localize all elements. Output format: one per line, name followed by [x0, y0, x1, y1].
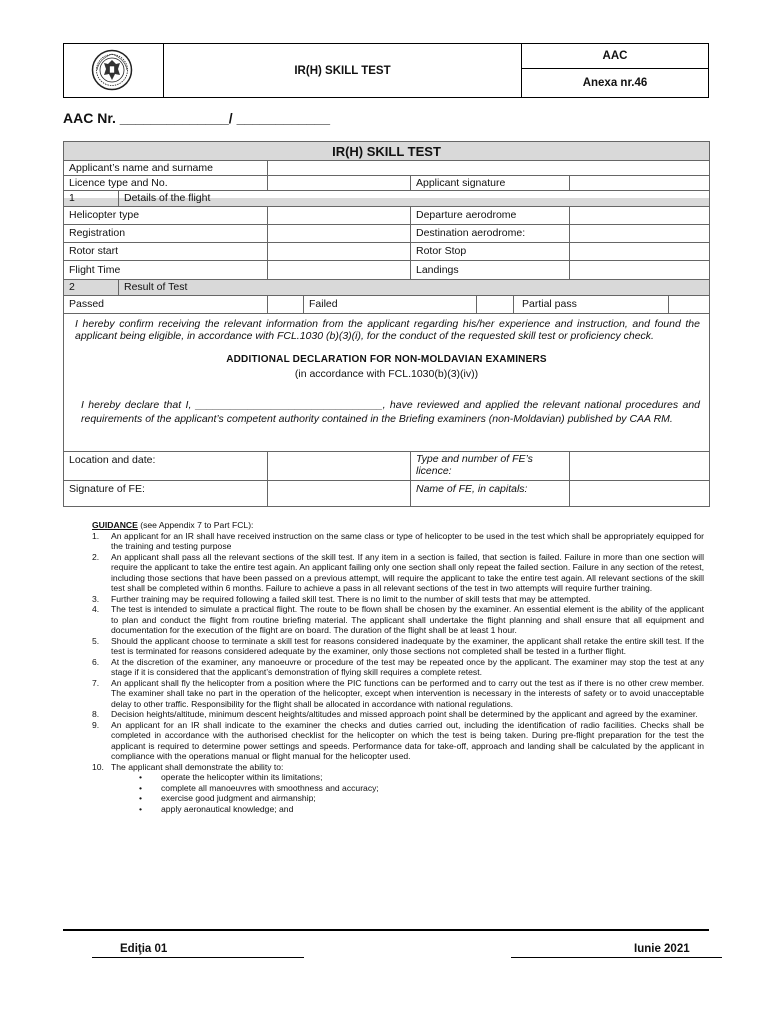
guidance-list [92, 531, 704, 773]
guidance-bullet: • apply aeronautical knowledge; and [139, 804, 704, 815]
guidance-item [92, 720, 704, 762]
destination-aerodrome-field[interactable] [570, 224, 709, 242]
destination-aerodrome-label: Destination aerodrome: [416, 227, 526, 239]
location-date-label: Location and date: [69, 454, 156, 466]
passed-checkbox[interactable] [268, 295, 303, 313]
header-title: IR(H) SKILL TEST [294, 64, 391, 77]
guidance-item-number: 2. [92, 551, 100, 562]
flight-time-field[interactable] [268, 260, 410, 279]
rotor-stop-field[interactable] [570, 242, 709, 260]
guidance-item [92, 531, 704, 552]
guidance-item-text: The test is intended to simulate a practical flight. The route to be flown shall be chosen by the examiner. An essential element is the ability of the applicant to plan and conduct the flight from routine briefing material. The applicant shall undertake the flight planning and shall ensure that all equipment and documentation for the execution of the flight are on board. The duration of the flight shall be at least 1 hour. [111, 604, 704, 635]
additional-declaration-subtitle: (in accordance with FCL.1030(b)(3)(iv)) [294, 368, 479, 380]
guidance-item-number: 9. [92, 719, 100, 730]
licence-label: Licence type and No. [69, 176, 168, 189]
guidance-bullet: • operate the helicopter within its limitations; [139, 772, 704, 783]
guidance-item [92, 594, 704, 605]
applicant-signature-field[interactable] [570, 175, 709, 190]
guidance-item-text: At the discretion of the examiner, any manoeuvre or procedure of the test may be repeated once by the applicant. The examiner may stop the test at any stage if it is considered that the applicant’s demonstration of flying skill requires a complete retest. [111, 656, 704, 677]
guidance-title: GUIDANCE [92, 520, 138, 530]
footer-rule [63, 929, 709, 931]
header-right-cell [521, 44, 708, 97]
registration-label: Registration [69, 227, 126, 239]
guidance-heading [92, 520, 704, 531]
header-annex: Anexa nr.46 [582, 77, 648, 89]
guidance-item [92, 709, 704, 720]
landings-field[interactable] [570, 260, 709, 279]
departure-aerodrome-label: Departure aerodrome [416, 209, 517, 221]
guidance-item-text: Decision heights/altitude, minimum descent heights/altitudes and missed approach point shall be determined by the applicant and agreed by the examiner. [111, 709, 698, 719]
footer-left-underline [92, 957, 304, 958]
guidance-item [92, 604, 704, 636]
footer-date: Iunie 2021 [634, 943, 690, 955]
guidance-item-text: Should the applicant choose to terminate a skill test for reasons considered inadequate by the examiner, the applicant shall retake the entire skill test. If the test is terminated for reasons considered adequate by the examiner, only those sections not completed shall be tested in a further flight. [111, 635, 704, 656]
document-header [63, 43, 709, 98]
rotor-start-label: Rotor start [69, 245, 119, 257]
fe-name-label: Name of FE, in capitals: [416, 483, 528, 495]
guidance-item [92, 636, 704, 657]
guidance-bullet-list [92, 772, 704, 814]
section2-number: 2 [69, 281, 75, 293]
guidance-section [92, 520, 704, 814]
fe-name-field[interactable] [570, 480, 709, 507]
landings-label: Landings [416, 263, 459, 276]
guidance-item [92, 678, 704, 710]
guidance-item-number: 4. [92, 604, 100, 614]
fe-signature-field[interactable] [268, 480, 410, 507]
guidance-item [92, 657, 704, 678]
location-date-field[interactable] [268, 451, 410, 480]
guidance-item-number: 7. [92, 677, 100, 688]
rotor-stop-label: Rotor Stop [416, 245, 467, 257]
fe-licence-type-number-label: Type and number of FE’s licence: [416, 453, 533, 477]
logo-cell [64, 44, 164, 97]
applicant-signature-label: Applicant signature [416, 176, 506, 189]
departure-aerodrome-field[interactable] [570, 206, 709, 224]
guidance-item-text: An applicant shall fly the helicopter from a position where the PIC functions can be performed and to carry out the test as if there is no other crew member. The examiner shall take no part in the operation of the helicopter, except when intervention is necessary in the interests of safety or to avoid unacceptable delay to other traffic. Responsibility for the flight shall be allocated in accordance with national regulations. [111, 677, 704, 709]
non-moldavian-declaration-text: I hereby declare that I, ________________________________, have reviewed and applied the relevant national procedures and requirements of the applicant’s competent authority contained in the Briefing examiners (non-Moldavian) published by CAA RM. [81, 399, 700, 425]
footer-right-underline [511, 957, 722, 958]
aac-number-line: AAC Nr. ______________/ ____________ [63, 110, 331, 126]
aac-emblem-logo [91, 49, 133, 91]
guidance-item-number: 6. [92, 656, 100, 667]
rotor-start-field[interactable] [268, 242, 410, 260]
skill-test-form [63, 141, 710, 507]
additional-declaration-title: ADDITIONAL DECLARATION FOR NON-MOLDAVIAN EXAMINERS [226, 354, 547, 365]
guidance-item-number: 1. [92, 530, 100, 541]
partial-pass-label: Partial pass [522, 298, 577, 310]
partial-pass-checkbox[interactable] [669, 295, 709, 313]
applicant-name-label: Applicant’s name and surname [69, 161, 213, 174]
fe-signature-label: Signature of FE: [69, 483, 145, 495]
guidance-item-number: 3. [92, 593, 100, 604]
guidance-item-text: An applicant shall pass all the relevant sections of the skill test. If any item in a section is failed, that section is failed. Failure in more than one section will require the applicant to take the entire test again. An applicant failing only one section shall only repeat the failed section. Failure in any section of the retest, including those sections that have been passed on a previous attempt, will require the applicant to take the entire test again. All relevant sections of the skill test shall be completed within 6 months. Failure to achieve a pass in all relevant sections of the test in two attempts will require further training. [111, 551, 704, 593]
section1-title: Details of the flight [124, 192, 211, 204]
licence-field[interactable] [268, 175, 410, 190]
footer-edition: Ediţia 01 [120, 943, 168, 955]
guidance-item-text: The applicant shall demonstrate the ability to: [111, 761, 284, 772]
guidance-item-number: 8. [92, 709, 100, 719]
guidance-item-text: An applicant for an IR shall indicate to the examiner the checks and duties carried out, including the identification of radio facilities. Checks shall be completed in accordance with the authorised checklist for the helicopter on which the test is being taken. During pre-flight preparation for the test the applicant is required to determine power settings and speeds. Performance data for take-off, approach and landing shall be calculated by the applicant in compliance with the operations manual or flight manual for the helicopter used. [111, 719, 704, 761]
applicant-name-field[interactable] [268, 160, 709, 175]
helicopter-type-label: Helicopter type [69, 209, 140, 221]
guidance-item [92, 762, 704, 773]
guidance-item-number: 10. [92, 761, 104, 772]
header-authority: AAC [522, 44, 708, 69]
examiner-confirmation-text: I hereby confirm receiving the relevant information from the applicant regarding his/her experience and instruction, and found the applicant being eligible, in accordance with FCL.1030 (b)(3)(i), for the conduct of the requested skill test or proficiency check. [75, 318, 700, 342]
section1-number: 1 [69, 192, 75, 204]
guidance-item-text: An applicant for an IR shall have received instruction on the same class or type of helicopter to be used in the test which shall be appropriately equipped for the training and testing purpose [111, 530, 704, 551]
guidance-reference: (see Appendix 7 to Part FCL): [137, 520, 254, 530]
fe-licence-type-number-field[interactable] [570, 451, 709, 480]
form-title: IR(H) SKILL TEST [332, 143, 441, 159]
guidance-item-text: Further training may be required following a failed skill test. There is no limit to the number of skill tests that may be attempted. [111, 593, 591, 604]
guidance-item [92, 552, 704, 594]
registration-field[interactable] [268, 224, 410, 242]
failed-checkbox[interactable] [477, 295, 513, 313]
guidance-bullet: • complete all manoeuvres with smoothness and accuracy; [139, 783, 704, 794]
guidance-bullet: • exercise good judgment and airmanship; [139, 793, 704, 804]
flight-time-label: Flight Time [69, 263, 121, 276]
section2-title: Result of Test [124, 281, 188, 293]
guidance-item-number: 5. [92, 635, 100, 646]
helicopter-type-field[interactable] [268, 206, 410, 224]
failed-label: Failed [309, 298, 338, 310]
passed-label: Passed [69, 298, 105, 310]
